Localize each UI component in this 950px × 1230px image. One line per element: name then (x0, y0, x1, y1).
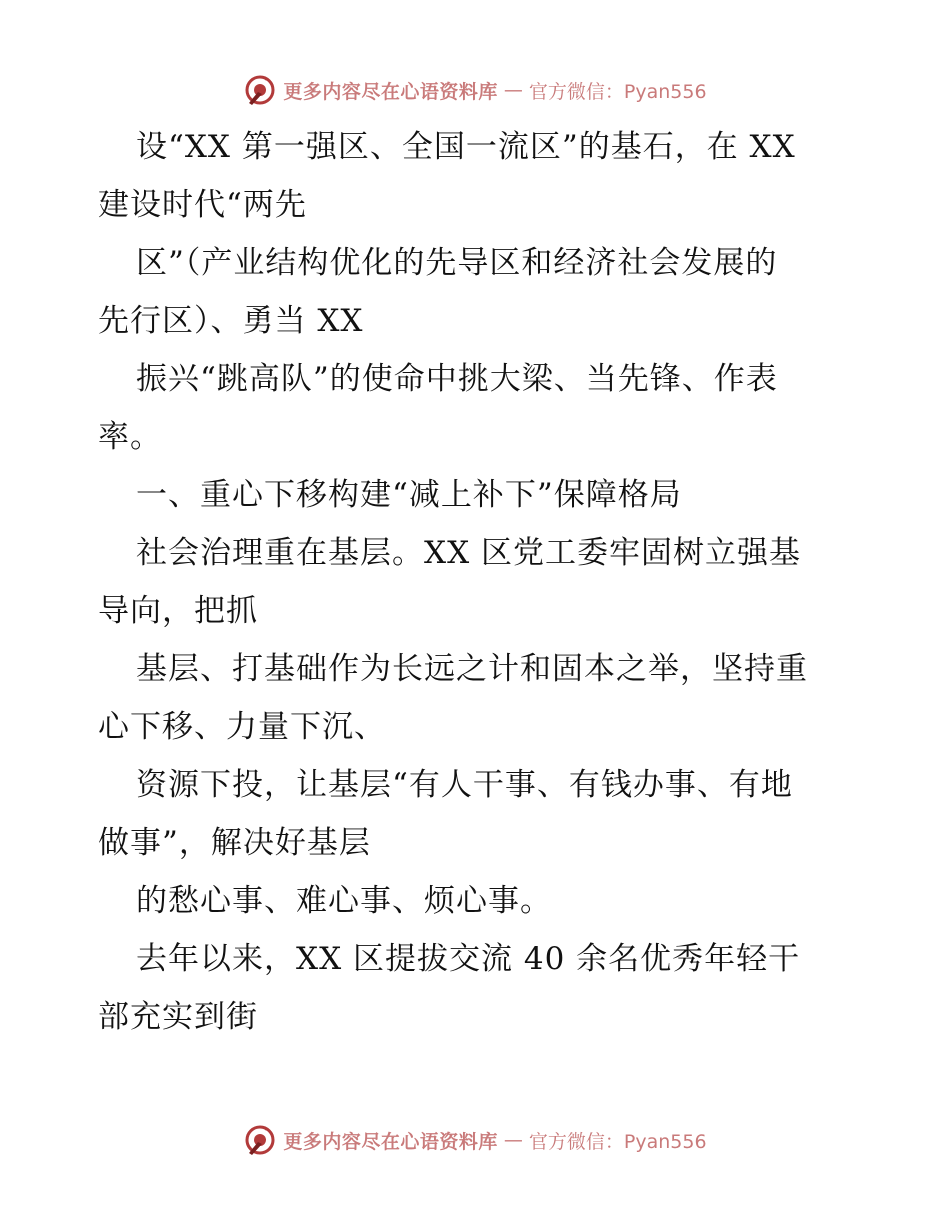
watermark-title: 更多内容尽在心语资料库 (283, 1130, 498, 1153)
paragraph (98, 234, 858, 350)
paragraph (98, 524, 858, 640)
heading-text: 一、重心下移构建“减上补下”保障格局 (136, 477, 682, 513)
text-line: 社会治理重在基层。XX 区党工委牢固树立强基 (136, 535, 801, 571)
text-line: 区”（产业结构优化的先导区和经济社会发展的 (136, 245, 778, 281)
text-line: 率。 (98, 419, 162, 455)
watermark-contact: 官方微信：Pyan556 (528, 80, 707, 103)
paragraph (98, 118, 858, 234)
paragraph (98, 640, 858, 756)
text-line: 去年以来，XX 区提拔交流 40 余名优秀年轻干 (136, 941, 801, 977)
text-line: 部充实到街 (98, 999, 258, 1035)
paragraph (98, 756, 858, 872)
paragraph (98, 872, 858, 930)
section-heading (98, 466, 858, 524)
footer-watermark (0, 1120, 950, 1160)
pen-nib-circle-icon (243, 1123, 277, 1157)
watermark-separator: — (503, 1129, 523, 1151)
text-line: 的愁心事、难心事、烦心事。 (136, 883, 552, 919)
paragraph (98, 350, 858, 466)
text-line: 做事”，解决好基层 (98, 825, 371, 861)
paragraph (98, 930, 858, 1046)
text-line: 先行区）、勇当 XX (98, 303, 364, 339)
header-watermark (0, 70, 950, 110)
text-line: 振兴“跳高队”的使命中挑大梁、当先锋、作表 (136, 361, 778, 397)
document-body (98, 118, 858, 1046)
text-line: 资源下投，让基层“有人干事、有钱办事、有地 (136, 767, 793, 803)
text-line: 基层、打基础作为长远之计和固本之举，坚持重 (136, 651, 808, 687)
text-line: 建设时代“两先 (98, 187, 307, 223)
text-line: 导向，把抓 (98, 593, 258, 629)
pen-nib-circle-icon (243, 73, 277, 107)
watermark-separator: — (503, 79, 523, 101)
watermark-title: 更多内容尽在心语资料库 (283, 80, 498, 103)
watermark-contact: 官方微信：Pyan556 (528, 1130, 707, 1153)
text-line: 心下移、力量下沉、 (98, 709, 386, 745)
text-line: 设“XX 第一强区、全国一流区”的基石，在 XX (136, 129, 796, 165)
